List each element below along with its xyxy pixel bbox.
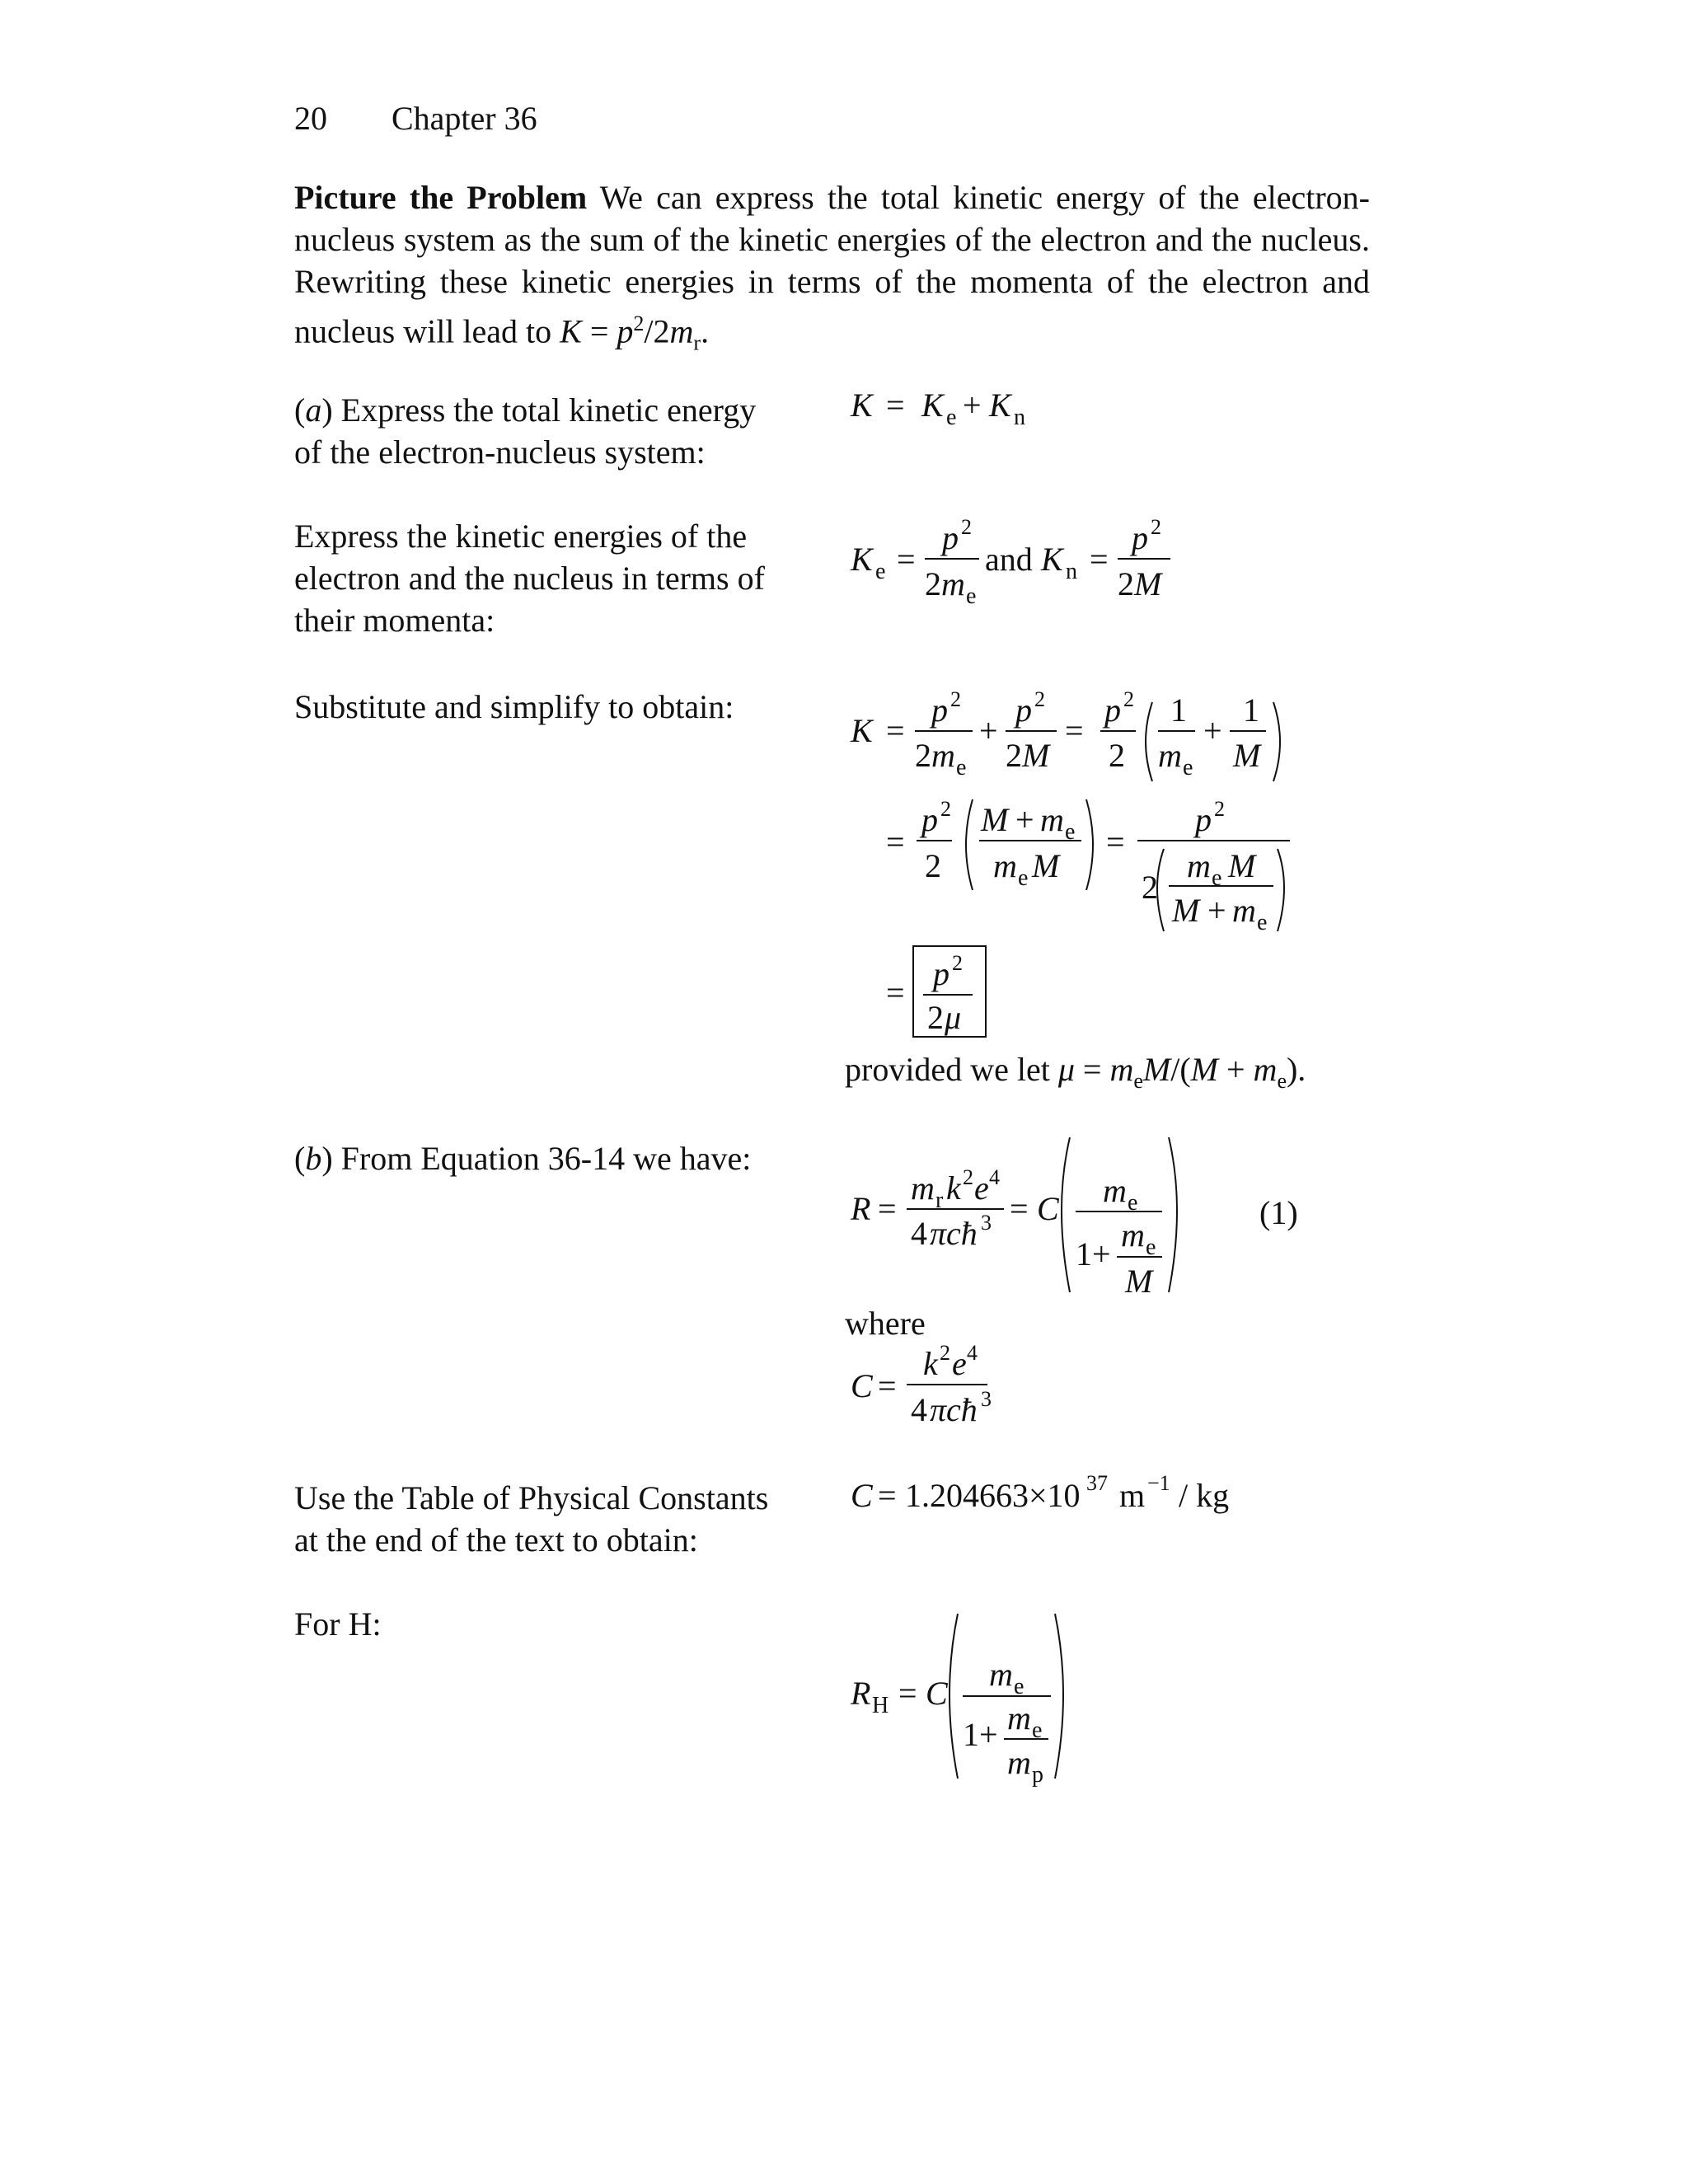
equation-boxed-result — [886, 946, 986, 1037]
part-a: a — [305, 391, 322, 429]
provided-sub-e: e — [1133, 1069, 1143, 1093]
svg-text:e: e — [1014, 1674, 1025, 1699]
step-for-h-label: For H: — [294, 1605, 382, 1643]
svg-text:p: p — [933, 955, 950, 992]
svg-text:M: M — [1172, 892, 1200, 929]
svg-text:2: 2 — [940, 1341, 950, 1365]
svg-text:2: 2 — [961, 515, 972, 539]
svg-text:4: 4 — [989, 1165, 1000, 1189]
svg-text:=: = — [897, 541, 916, 578]
provided-text: provided we let — [845, 1051, 1058, 1088]
svg-text:e: e — [1032, 1718, 1043, 1743]
svg-text:p: p — [921, 801, 938, 838]
svg-text:e: e — [966, 583, 977, 609]
svg-text:M: M — [1022, 737, 1050, 774]
svg-text:m: m — [931, 737, 955, 774]
svg-text:e: e — [1065, 819, 1076, 845]
intro-sup: 2 — [633, 312, 645, 335]
svg-text:=: = — [878, 1477, 897, 1514]
svg-text:=: = — [886, 712, 905, 749]
svg-text:2: 2 — [925, 847, 941, 884]
provided-m: m — [1109, 1051, 1134, 1088]
provided-M: M — [1142, 1051, 1171, 1088]
svg-text:=: = — [1010, 1190, 1029, 1227]
svg-text:e: e — [1212, 865, 1222, 891]
svg-text:m: m — [1232, 892, 1256, 929]
svg-text:1+: 1+ — [1076, 1235, 1111, 1272]
svg-text:M: M — [981, 801, 1009, 838]
svg-text:p: p — [1132, 519, 1148, 556]
svg-text:πcħ: πcħ — [930, 1391, 978, 1428]
svg-text:+: + — [1015, 801, 1034, 838]
svg-text:M: M — [1134, 565, 1162, 602]
intro-var-p: p — [617, 312, 634, 350]
svg-text:2: 2 — [1006, 737, 1022, 774]
step-a-label: (a) Express the total kinetic energy of the electron-nucleus system: — [294, 391, 757, 471]
svg-text:p: p — [1032, 1762, 1043, 1788]
step-substitute-label: Substitute and simplify to obtain: — [294, 688, 734, 725]
svg-text:K: K — [851, 541, 873, 578]
svg-text:e: e — [952, 1345, 967, 1382]
svg-text:=: = — [886, 974, 905, 1011]
provided-mu: μ — [1057, 1051, 1075, 1088]
provided-paren: /( — [1170, 1051, 1191, 1088]
equation-c-value — [851, 1471, 1229, 1514]
svg-text:=: = — [1065, 712, 1084, 749]
svg-text:m: m — [1187, 847, 1211, 884]
svg-text:n: n — [1066, 559, 1077, 584]
svg-text:3: 3 — [981, 1387, 992, 1411]
svg-text:p: p — [1104, 691, 1121, 729]
svg-text:C: C — [851, 1477, 873, 1514]
svg-text:e: e — [956, 755, 967, 780]
svg-text:m: m — [1103, 1172, 1127, 1209]
provided-plus: + — [1217, 1051, 1254, 1088]
svg-text:=: = — [898, 1675, 917, 1712]
svg-text:37: 37 — [1086, 1471, 1108, 1495]
svg-text:1: 1 — [1170, 691, 1187, 729]
svg-text:4: 4 — [967, 1341, 978, 1365]
provided-close: ). — [1286, 1051, 1306, 1088]
svg-text:C: C — [926, 1675, 948, 1712]
svg-text:e: e — [875, 559, 886, 584]
svg-text:2: 2 — [1214, 797, 1225, 821]
svg-text:+: + — [963, 387, 982, 424]
svg-text:2: 2 — [950, 687, 961, 711]
page-number: 20 — [294, 100, 327, 137]
equation-number: (1) — [1259, 1194, 1298, 1231]
svg-text:K: K — [921, 387, 944, 424]
svg-text:e: e — [974, 1169, 989, 1207]
equation-rydberg — [850, 1137, 1177, 1300]
svg-text:K: K — [851, 712, 873, 749]
svg-text:e: e — [1146, 1235, 1156, 1260]
part-b: b — [305, 1140, 322, 1177]
svg-text:m: m — [941, 565, 965, 602]
svg-text:2: 2 — [915, 737, 931, 774]
svg-text:=: = — [886, 387, 905, 424]
svg-text:m: m — [993, 847, 1017, 884]
step-b-text: From Equation 36-14 we have: — [340, 1140, 752, 1177]
svg-text:=: = — [886, 823, 905, 860]
svg-text:3: 3 — [981, 1211, 992, 1235]
svg-text:2: 2 — [1109, 737, 1125, 774]
svg-text:=: = — [1106, 823, 1125, 860]
intro-text: We can express the total kinetic energy of the electron-nucleus system as the sum of the kinetic energies of the electron and the nucleus. Rewriting these kinetic energies in terms of the momenta of the electron and nucleus will lead to — [294, 179, 1370, 350]
svg-text:2: 2 — [1034, 687, 1045, 711]
svg-text:R: R — [851, 1675, 871, 1712]
chapter-title: Chapter 36 — [392, 100, 537, 137]
provided-m2: m — [1253, 1051, 1278, 1088]
svg-text:+: + — [979, 712, 998, 749]
svg-text:2: 2 — [927, 999, 944, 1036]
svg-text:M: M — [1125, 1263, 1153, 1300]
svg-text:p: p — [1015, 691, 1032, 729]
svg-text:2: 2 — [1151, 515, 1161, 539]
svg-text:M: M — [1032, 847, 1060, 884]
svg-text:e: e — [946, 405, 957, 430]
equation-total-energy — [850, 387, 1025, 430]
intro-sub: r — [693, 330, 701, 355]
svg-text:4: 4 — [911, 1215, 927, 1252]
svg-text:1+: 1+ — [963, 1716, 998, 1753]
svg-text:R: R — [851, 1190, 871, 1227]
svg-text:k: k — [923, 1345, 938, 1382]
svg-text:2: 2 — [925, 565, 941, 602]
step-energies-label: Express the kinetic energies of the electron and the nucleus in terms of their momenta: — [294, 518, 765, 639]
svg-text:k: k — [946, 1169, 961, 1207]
equation-kinetic-energies — [850, 515, 1170, 609]
svg-text:2: 2 — [940, 797, 951, 821]
svg-text:m: m — [1007, 1699, 1031, 1736]
svg-text:m: m — [989, 1656, 1013, 1693]
svg-text:n: n — [1014, 405, 1025, 430]
provided-eq: = — [1074, 1051, 1110, 1088]
svg-text:C: C — [1037, 1190, 1059, 1227]
svg-text:C: C — [851, 1367, 873, 1404]
intro-eq: = — [581, 312, 617, 350]
svg-text:e: e — [1257, 910, 1268, 935]
svg-text:+: + — [1207, 892, 1226, 929]
intro-div: /2 — [644, 312, 670, 350]
svg-text:πcħ: πcħ — [930, 1215, 978, 1252]
svg-text:1: 1 — [1243, 691, 1259, 729]
svg-text:e: e — [1128, 1190, 1138, 1216]
svg-text:μ: μ — [945, 999, 962, 1036]
svg-text:=: = — [878, 1367, 897, 1404]
svg-text:2: 2 — [1118, 565, 1134, 602]
svg-text:m: m — [911, 1169, 935, 1207]
intro-var-m: m — [669, 312, 694, 350]
step-b-label: (b) From Equation 36-14 we have: — [294, 1140, 752, 1177]
equation-substitution-1 — [850, 687, 1280, 781]
svg-text:2: 2 — [1142, 869, 1158, 906]
equation-c-definition — [851, 1341, 992, 1428]
svg-text:M: M — [1233, 737, 1261, 774]
svg-text:m: m — [1121, 1216, 1145, 1254]
svg-text:1.204663×10: 1.204663×10 — [905, 1477, 1081, 1514]
svg-text:e: e — [1183, 755, 1193, 780]
provided-M2: M — [1190, 1051, 1218, 1088]
provided-sub-e2: e — [1277, 1069, 1287, 1093]
svg-text:=: = — [878, 1190, 897, 1227]
svg-text:m: m — [1119, 1477, 1146, 1514]
svg-text:K: K — [851, 387, 873, 424]
svg-text:2: 2 — [952, 951, 963, 975]
svg-text:K: K — [1041, 541, 1063, 578]
svg-text:−1: −1 — [1147, 1471, 1170, 1495]
svg-text:m: m — [1040, 801, 1064, 838]
svg-text:e: e — [1018, 865, 1029, 891]
intro-title: Picture the Problem — [294, 179, 588, 216]
svg-text:m: m — [1158, 737, 1182, 774]
step-table-label: Use the Table of Physical Constants at the end of the text to obtain: — [294, 1479, 769, 1558]
svg-text:2: 2 — [1123, 687, 1134, 711]
step-a-text: Express the total kinetic energy of the electron-nucleus system: — [294, 391, 757, 471]
svg-text:m: m — [1007, 1744, 1031, 1781]
svg-text:and: and — [985, 541, 1033, 578]
svg-text:+: + — [1203, 712, 1222, 749]
svg-text:4: 4 — [911, 1391, 927, 1428]
svg-text:K: K — [989, 387, 1011, 424]
equation-substitution-2 — [886, 797, 1290, 935]
svg-text:p: p — [931, 691, 948, 729]
intro-var-k: K — [560, 312, 582, 350]
svg-text:H: H — [872, 1693, 889, 1718]
svg-text:2: 2 — [963, 1165, 973, 1189]
where-label: where — [845, 1305, 926, 1342]
svg-text:p: p — [1195, 801, 1212, 838]
svg-text:p: p — [942, 519, 959, 556]
intro-end: . — [701, 312, 710, 350]
svg-text:r: r — [935, 1188, 944, 1213]
svg-text:M: M — [1228, 847, 1256, 884]
svg-text:/ kg: / kg — [1179, 1477, 1230, 1514]
svg-text:=: = — [1090, 541, 1109, 578]
equation-rydberg-hydrogen — [850, 1614, 1063, 1788]
